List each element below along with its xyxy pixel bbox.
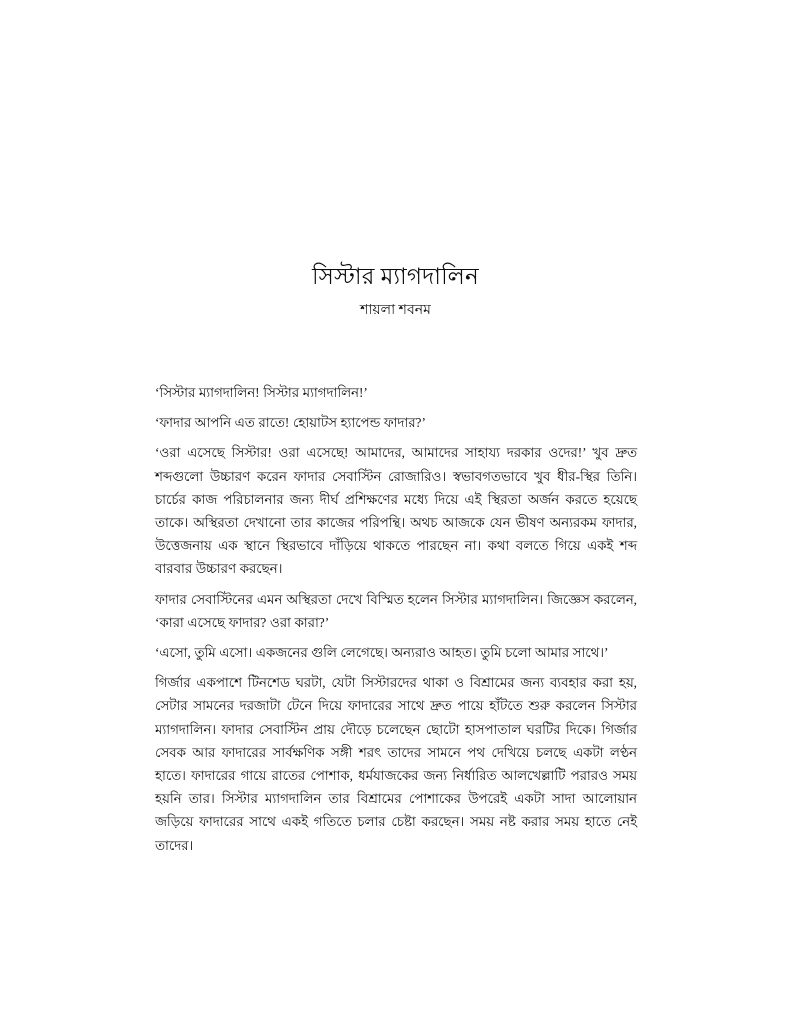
paragraph-4: ফাদার সেবাস্টিনের এমন অস্থিরতা দেখে বিস্মিত হলেন সিস্টার ম্যাগদালিন। জিজ্ঞেস করলেন, ‘কারা এসেছে ফাদার? ওরা কারা?’ [155, 591, 637, 630]
title-block [0, 262, 791, 321]
paragraph-3: ‘ওরা এসেছে সিস্টার! ওরা এসেছে! আমাদের, আমাদের সাহায্য দরকার ওদের!’ খুব দ্রুত শব্দগুলো উচ্চারণ করেন ফাদার সেবাস্টিন রোজারিও। স্বভাবগতভাবে খুব ধীর-স্থির তিনি। চার্চের কাজ পরিচালনার জন্য দীর্ঘ প্রশিক্ষণের মধ্যে দিয়ে এই স্থিরতা অর্জন করতে হয়েছে তাকে। অস্থিরতা দেখানো তার কাজের পরিপন্থি। অথচ আজকে যেন ভীষণ অন্যরকম ফাদার, উত্তেজনায় এক স্থানে স্থিরভাবে দাঁড়িয়ে থাকতে পারছেন না। কথা বলতে গিয়ে একই শব্দ বারবার উচ্চারণ করছেন। [155, 445, 637, 577]
page-title: সিস্টার ম্যাগদালিন [312, 264, 479, 289]
body-text-column [155, 381, 637, 857]
author-byline: শায়লা শবনম [360, 303, 431, 318]
paragraph-5: ‘এসো, তুমি এসো। একজনের গুলি লেগেছে। অন্যরাও আহত। তুমি চলো আমার সাথে।’ [155, 645, 609, 661]
paragraph-2: ‘ফাদার আপনি এত রাতে! হোয়াটস হ্যাপেন্ড ফাদার?’ [155, 415, 426, 431]
paragraph-1: ‘সিস্টার ম্যাগদালিন! সিস্টার ম্যাগদালিন!’ [155, 385, 368, 400]
paragraph-6: গির্জার একপাশে টিনশেড ঘরটা, যেটা সিস্টারদের থাকা ও বিশ্রামের জন্য ব্যবহার করা হয়, সেটার সামনের দরজাটা টেনে দিয়ে ফাদারের সাথে দ্রুত পায়ে হাঁটতে শুরু করলেন সিস্টার ম্যাগদালিন। ফাদার সেবাস্টিন প্রায় দৌড়ে চলেছেন ছোটো হাসপাতাল ঘরটির দিকে। গির্জার সেবক আর ফাদারের সার্বক্ষণিক সঙ্গী শরৎ তাদের সামনে পথ দেখিয়ে চলছে একটা লণ্ঠন হাতে। ফাদারের গায়ে রাতের পোশাক, ধর্মযাজকের জন্য নির্ধারিত আলখেল্লাটি পরারও সময় হয়নি তার। সিস্টার ম্যাগদালিন তার বিশ্রামের পোশাকের উপরেই একটা সাদা আলোয়ান জড়িয়ে ফাদারের সাথে একই গতিতে চলার চেষ্টা করছেন। সময় নষ্ট করার সময় হাতে নেই তাদের। [155, 675, 637, 853]
